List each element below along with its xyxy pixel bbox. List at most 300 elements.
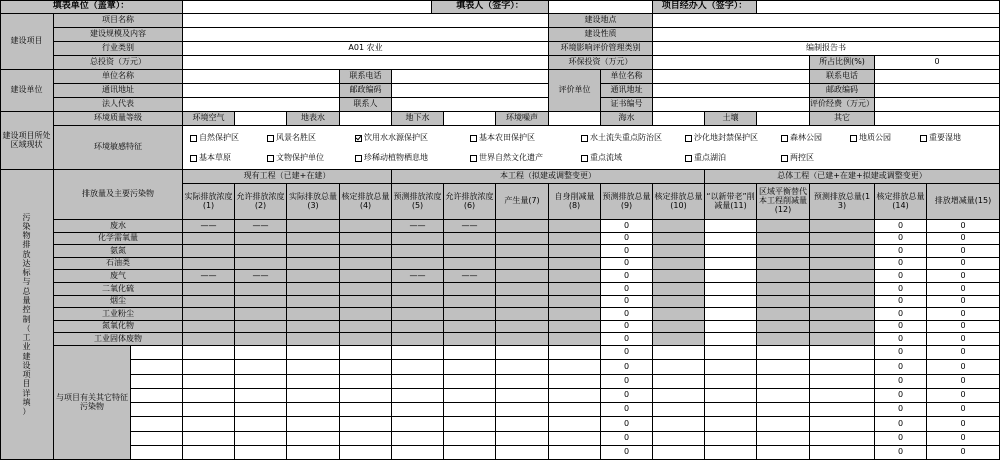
fill-unit-field[interactable] — [183, 0, 432, 14]
pollutant-cell[interactable]: 0 — [875, 270, 927, 283]
builder-unit-field[interactable] — [183, 70, 340, 84]
other-pollutant-cell[interactable] — [183, 375, 235, 389]
checkbox[interactable] — [470, 135, 477, 142]
section-title-char: 工 — [22, 333, 31, 343]
other-pollutant-cell[interactable] — [235, 389, 287, 403]
other-pollutant-cell[interactable] — [705, 417, 757, 432]
pollutant-cell — [653, 308, 705, 321]
other-pollutant-cell[interactable] — [340, 417, 392, 432]
site-field[interactable] — [653, 14, 1000, 28]
pollutant-cell: —— — [392, 220, 444, 233]
builder-postcode-field[interactable] — [392, 84, 549, 98]
sensitive-option-label: 文物保护单位 — [276, 153, 324, 162]
pollutant-cell — [235, 296, 287, 308]
pollutant-cell[interactable] — [705, 258, 757, 270]
other-pollutant-cell[interactable] — [392, 375, 444, 389]
other-pollutant-cell[interactable]: 0 — [875, 389, 927, 403]
other-pollutant-cell[interactable] — [757, 375, 810, 389]
other-pollutant-cell[interactable]: 0 — [927, 375, 1000, 389]
assessor-unit-field[interactable] — [653, 70, 810, 84]
other-pollutant-cell[interactable] — [340, 403, 392, 417]
pollutant-cell — [496, 245, 549, 258]
pollutant-cell[interactable] — [705, 296, 757, 308]
other-pollutant-cell[interactable]: 0 — [927, 403, 1000, 417]
pollutant-cell[interactable]: 0 — [875, 258, 927, 270]
pollutant-cell — [392, 245, 444, 258]
other-pollutant-cell[interactable] — [757, 360, 810, 375]
other-pollutant-name-field[interactable] — [131, 389, 183, 403]
pollutant-cell: —— — [235, 270, 287, 283]
other-pollutant-cell[interactable] — [549, 446, 601, 460]
soil-field[interactable] — [757, 112, 810, 126]
builder-contact-field[interactable] — [392, 98, 549, 112]
other-pollutant-cell[interactable]: 0 — [601, 403, 653, 417]
pollutant-name: 烟尘 — [54, 296, 183, 308]
pollutant-cell — [340, 308, 392, 321]
other-pollutant-cell[interactable] — [757, 432, 810, 446]
other-pollutant-cell[interactable] — [287, 417, 340, 432]
other-pollutant-cell[interactable] — [496, 360, 549, 375]
total-invest-field[interactable] — [183, 56, 549, 70]
sensitive-option-label: 重点流域 — [590, 153, 622, 162]
column-header-10: 核定排放总量(10) — [653, 184, 705, 220]
other-pollutant-cell[interactable] — [653, 432, 705, 446]
pollutant-cell — [810, 296, 875, 308]
pollutant-cell[interactable]: 0 — [875, 308, 927, 321]
other-pollutant-cell[interactable] — [235, 446, 287, 460]
sensitive-option-row1-6[interactable] — [685, 134, 758, 143]
other-pollutant-cell[interactable] — [183, 403, 235, 417]
other-pollutant-cell[interactable] — [810, 446, 875, 460]
other-pollutant-cell[interactable] — [496, 417, 549, 432]
pollutant-cell[interactable]: 0 — [601, 245, 653, 258]
other-pollutant-cell[interactable]: 0 — [601, 389, 653, 403]
project-name-field[interactable] — [183, 14, 549, 28]
other-pollutant-cell[interactable] — [392, 432, 444, 446]
column-header-13: 预测排放总量(13) — [810, 184, 875, 220]
sensitive-option-row2-5[interactable] — [581, 154, 622, 163]
column-header-7: 产生量(7) — [496, 184, 549, 220]
filler-label: 填表人（签字）： — [432, 0, 549, 14]
other-pollutant-cell[interactable]: 0 — [927, 346, 1000, 360]
pollutant-cell — [444, 233, 496, 245]
pollutant-name: 工业固体废物 — [54, 333, 183, 346]
other-pollutant-cell[interactable] — [444, 446, 496, 460]
other-pollutant-cell[interactable] — [444, 403, 496, 417]
pollutant-name: 二氧化硫 — [54, 283, 183, 296]
eia-category-value[interactable]: 编制报告书 — [653, 42, 1000, 56]
other-pollutant-cell[interactable] — [757, 417, 810, 432]
section-title-char: 详 — [22, 388, 31, 398]
checkbox[interactable] — [781, 135, 788, 142]
pollutant-cell — [549, 270, 601, 283]
pollutant-cell — [340, 296, 392, 308]
other-pollutant-cell[interactable] — [810, 403, 875, 417]
other-pollutant-cell[interactable] — [183, 389, 235, 403]
checkbox[interactable] — [267, 135, 274, 142]
other-pollutant-name-field[interactable] — [131, 446, 183, 460]
soil-label: 土壤 — [705, 112, 757, 126]
sensitive-option-row2-7[interactable] — [781, 154, 814, 163]
other-pollutant-cell[interactable]: 0 — [927, 360, 1000, 375]
builder-legal-field[interactable] — [183, 98, 340, 112]
other-env-field[interactable] — [875, 112, 1000, 126]
sensitive-option-row1-1[interactable] — [190, 134, 239, 143]
pollutant-cell[interactable]: 0 — [927, 321, 1000, 333]
pollutant-cell — [496, 220, 549, 233]
checkbox[interactable] — [190, 135, 197, 142]
builder-address-field[interactable] — [183, 84, 340, 98]
section-title-char: 量 — [22, 295, 31, 305]
other-pollutant-cell[interactable] — [496, 446, 549, 460]
other-pollutant-cell[interactable] — [183, 432, 235, 446]
pollutant-cell[interactable]: 0 — [875, 245, 927, 258]
env-invest-field[interactable] — [653, 56, 810, 70]
other-pollutant-cell[interactable] — [235, 346, 287, 360]
sensitive-option-row1-8[interactable] — [850, 134, 891, 143]
other-pollutant-cell[interactable] — [392, 389, 444, 403]
pollutant-cell[interactable]: 0 — [875, 333, 927, 346]
other-pollutant-cell[interactable] — [705, 446, 757, 460]
checkbox[interactable] — [685, 135, 692, 142]
surface-water-field[interactable] — [340, 112, 392, 126]
other-pollutant-cell[interactable] — [810, 432, 875, 446]
pollutant-cell — [549, 258, 601, 270]
other-pollutant-cell[interactable] — [549, 403, 601, 417]
other-pollutant-cell[interactable] — [810, 360, 875, 375]
other-pollutant-cell[interactable] — [235, 432, 287, 446]
checkbox[interactable] — [267, 155, 274, 162]
pollutant-cell — [235, 233, 287, 245]
ground-water-field[interactable] — [444, 112, 496, 126]
column-header-15: 排放增减量(15) — [927, 184, 1000, 220]
other-pollutant-cell[interactable] — [444, 417, 496, 432]
assessor-phone-label: 联系电话 — [810, 70, 875, 84]
pollutant-cell[interactable]: 0 — [601, 308, 653, 321]
assessor-address-field[interactable] — [653, 84, 810, 98]
other-pollutant-cell[interactable] — [183, 360, 235, 375]
assessor-phone-field[interactable] — [875, 70, 1000, 84]
other-pollutant-cell[interactable] — [549, 432, 601, 446]
sensitive-option-row1-2[interactable] — [267, 134, 316, 143]
pollutant-cell[interactable] — [705, 245, 757, 258]
other-pollutant-cell[interactable] — [549, 417, 601, 432]
other-pollutant-cell[interactable] — [653, 403, 705, 417]
other-pollutant-cell[interactable]: 0 — [601, 360, 653, 375]
other-pollutant-cell[interactable]: 0 — [601, 446, 653, 460]
pollutant-cell[interactable]: 0 — [875, 296, 927, 308]
other-pollutant-cell[interactable]: 0 — [875, 375, 927, 389]
checkbox[interactable] — [190, 155, 197, 162]
other-pollutant-cell[interactable]: 0 — [927, 446, 1000, 460]
other-pollutant-cell[interactable] — [496, 389, 549, 403]
other-pollutant-cell[interactable] — [287, 403, 340, 417]
other-pollutant-cell[interactable] — [705, 432, 757, 446]
other-pollutant-cell[interactable] — [235, 360, 287, 375]
other-pollutant-cell[interactable]: 0 — [927, 417, 1000, 432]
pollutant-cell[interactable]: 0 — [927, 308, 1000, 321]
pollutant-cell — [444, 283, 496, 296]
pollutant-cell — [340, 220, 392, 233]
pollutant-cell[interactable]: 0 — [601, 296, 653, 308]
other-pollutant-cell[interactable] — [287, 389, 340, 403]
other-pollutant-cell[interactable] — [340, 346, 392, 360]
other-pollutant-cell[interactable] — [183, 446, 235, 460]
pollutant-cell — [653, 258, 705, 270]
other-pollutant-cell[interactable] — [392, 360, 444, 375]
other-pollutant-cell[interactable] — [392, 403, 444, 417]
other-pollutant-cell[interactable] — [340, 389, 392, 403]
other-pollutant-name-field[interactable] — [131, 346, 183, 360]
other-pollutant-cell[interactable] — [444, 432, 496, 446]
other-pollutant-cell[interactable]: 0 — [927, 432, 1000, 446]
section-title-char: 填 — [22, 397, 31, 407]
pollutant-cell[interactable]: 0 — [601, 321, 653, 333]
manager-field[interactable] — [757, 0, 1000, 14]
other-pollutant-cell[interactable] — [549, 360, 601, 375]
other-pollutant-cell[interactable] — [496, 346, 549, 360]
pollutant-cell[interactable]: 0 — [601, 333, 653, 346]
other-pollutant-cell[interactable] — [653, 346, 705, 360]
sensitive-option-label: 自然保护区 — [199, 133, 239, 142]
pollutant-cell[interactable] — [705, 333, 757, 346]
sensitive-option-label: 饮用水水源保护区 — [364, 133, 428, 142]
checkbox[interactable] — [685, 155, 692, 162]
other-pollutant-cell[interactable] — [340, 360, 392, 375]
sensitive-option-row1-7[interactable] — [781, 134, 822, 143]
pollutant-cell[interactable]: 0 — [927, 233, 1000, 245]
checkbox[interactable] — [781, 155, 788, 162]
other-pollutant-name-field[interactable] — [131, 375, 183, 389]
ratio-value[interactable]: 0 — [875, 56, 1000, 70]
section-title-char: 控 — [22, 305, 31, 315]
pollutant-cell — [549, 283, 601, 296]
air-quality-field[interactable] — [235, 112, 287, 126]
other-pollutant-cell[interactable] — [287, 446, 340, 460]
nature-label: 建设性质 — [549, 28, 653, 42]
pollutant-cell[interactable] — [705, 220, 757, 233]
assessor-postcode-field[interactable] — [875, 84, 1000, 98]
pollutant-cell — [287, 258, 340, 270]
pollutant-cell[interactable]: 0 — [927, 258, 1000, 270]
other-pollutant-cell[interactable] — [287, 375, 340, 389]
checkbox[interactable] — [581, 135, 588, 142]
pollutant-cell: —— — [183, 220, 235, 233]
other-pollutant-cell[interactable] — [705, 360, 757, 375]
other-pollutant-cell[interactable] — [392, 417, 444, 432]
pollutant-cell[interactable] — [705, 233, 757, 245]
other-pollutant-cell[interactable] — [235, 417, 287, 432]
sensitive-option-label: 重点湖泊 — [694, 153, 726, 162]
other-pollutant-cell[interactable] — [653, 446, 705, 460]
other-pollutant-cell[interactable] — [340, 446, 392, 460]
pollutant-cell — [810, 321, 875, 333]
site-label: 建设地点 — [549, 14, 653, 28]
pollutant-cell[interactable] — [705, 321, 757, 333]
builder-phone-field[interactable] — [392, 70, 549, 84]
pollutant-cell — [757, 296, 810, 308]
pollutant-cell — [340, 321, 392, 333]
other-pollutant-cell[interactable] — [705, 346, 757, 360]
pollutant-cell[interactable]: 0 — [875, 220, 927, 233]
sensitive-option-row1-5[interactable] — [581, 134, 662, 143]
sensitive-option-row1-4[interactable] — [470, 134, 535, 143]
other-pollutant-cell[interactable] — [340, 432, 392, 446]
pollutant-cell — [183, 308, 235, 321]
other-pollutant-cell[interactable] — [653, 389, 705, 403]
other-pollutant-cell[interactable] — [653, 375, 705, 389]
other-pollutant-cell[interactable]: 0 — [601, 346, 653, 360]
other-pollutant-cell[interactable]: 0 — [875, 417, 927, 432]
sensitive-option-row2-6[interactable] — [685, 154, 726, 163]
pollutant-cell — [810, 258, 875, 270]
pollutant-cell[interactable]: 0 — [601, 270, 653, 283]
sensitive-option-row2-2[interactable] — [267, 154, 324, 163]
other-pollutant-cell[interactable]: 0 — [601, 375, 653, 389]
other-pollutant-cell[interactable] — [757, 346, 810, 360]
pollutant-cell — [235, 333, 287, 346]
other-pollutant-name-field[interactable] — [131, 432, 183, 446]
pollutant-cell[interactable]: 0 — [927, 220, 1000, 233]
column-header-1: 实际排放浓度(1) — [183, 184, 235, 220]
other-pollutant-cell[interactable]: 0 — [601, 432, 653, 446]
other-pollutant-cell[interactable] — [757, 403, 810, 417]
sensitive-option-row1-9[interactable] — [920, 134, 961, 143]
pollutant-cell[interactable]: 0 — [601, 283, 653, 296]
sensitive-option-row2-3[interactable] — [355, 154, 428, 163]
sensitive-option-row1-3[interactable] — [355, 134, 428, 143]
column-header-6: 允许排放浓度(6) — [444, 184, 496, 220]
other-pollutant-cell[interactable] — [496, 403, 549, 417]
other-pollutant-cell[interactable] — [235, 375, 287, 389]
other-pollutant-cell[interactable] — [340, 375, 392, 389]
other-pollutant-cell[interactable] — [810, 346, 875, 360]
pollutant-cell — [757, 270, 810, 283]
pollutant-cell[interactable]: 0 — [875, 233, 927, 245]
nature-field[interactable] — [653, 28, 1000, 42]
other-pollutant-cell[interactable] — [810, 417, 875, 432]
pollutant-cell — [653, 270, 705, 283]
pollutant-cell — [810, 308, 875, 321]
other-pollutant-cell[interactable] — [705, 403, 757, 417]
checkbox[interactable] — [355, 155, 362, 162]
noise-field[interactable] — [549, 112, 601, 126]
other-pollutant-cell[interactable] — [757, 389, 810, 403]
other-pollutant-cell[interactable] — [549, 389, 601, 403]
other-pollutant-cell[interactable] — [392, 446, 444, 460]
pollutant-cell[interactable] — [705, 308, 757, 321]
pollutant-cell[interactable]: 0 — [927, 296, 1000, 308]
pollutant-cell — [340, 283, 392, 296]
industry-value[interactable]: A01 农业 — [183, 42, 549, 56]
pollutant-cell — [653, 245, 705, 258]
filler-field[interactable] — [549, 0, 653, 14]
pollutant-cell[interactable]: 0 — [927, 270, 1000, 283]
air-quality-label: 环境空气 — [183, 112, 235, 126]
other-pollutant-cell[interactable] — [549, 346, 601, 360]
pollutant-cell[interactable] — [705, 283, 757, 296]
other-pollutant-name-field[interactable] — [131, 403, 183, 417]
checkbox[interactable] — [850, 135, 857, 142]
builder-legal-label: 法人代表 — [54, 98, 183, 112]
sensitive-option-label: 沙化地封禁保护区 — [694, 133, 758, 142]
pollutant-cell — [287, 283, 340, 296]
column-header-14: 核定排放总量(14) — [875, 184, 927, 220]
other-pollutant-cell[interactable] — [287, 346, 340, 360]
pollutant-cell[interactable]: 0 — [601, 258, 653, 270]
ground-water-label: 地下水 — [392, 112, 444, 126]
sensitive-option-label: 珍稀动植物栖息地 — [364, 153, 428, 162]
other-pollutant-cell[interactable]: 0 — [927, 389, 1000, 403]
other-pollutant-cell[interactable]: 0 — [875, 403, 927, 417]
checked-checkbox[interactable] — [355, 135, 362, 142]
other-pollutant-cell[interactable]: 0 — [875, 360, 927, 375]
other-pollutant-cell[interactable] — [444, 360, 496, 375]
other-pollutant-cell[interactable] — [496, 375, 549, 389]
checkbox[interactable] — [920, 135, 927, 142]
other-pollutant-cell[interactable] — [810, 389, 875, 403]
other-pollutant-cell[interactable]: 0 — [875, 346, 927, 360]
other-pollutant-cell[interactable] — [496, 432, 549, 446]
pollutant-cell: —— — [392, 270, 444, 283]
section-title-char: 放 — [22, 249, 31, 259]
other-pollutant-cell[interactable] — [549, 375, 601, 389]
other-pollutant-cell[interactable] — [444, 375, 496, 389]
other-pollutant-cell[interactable] — [392, 346, 444, 360]
other-pollutant-cell[interactable] — [183, 417, 235, 432]
other-pollutant-cell[interactable]: 0 — [601, 417, 653, 432]
pollutant-cell[interactable]: 0 — [927, 283, 1000, 296]
other-pollutant-cell[interactable] — [444, 389, 496, 403]
other-pollutant-name-field[interactable] — [131, 360, 183, 375]
other-pollutant-cell[interactable] — [653, 417, 705, 432]
pollutant-cell: —— — [444, 270, 496, 283]
section-title-char: （ — [22, 323, 31, 333]
sensitive-option-row2-1[interactable] — [190, 154, 231, 163]
other-pollutant-cell[interactable] — [705, 375, 757, 389]
checkbox[interactable] — [470, 155, 477, 162]
other-pollutant-cell[interactable]: 0 — [875, 432, 927, 446]
scale-field[interactable] — [183, 28, 549, 42]
pollutant-name: 氨氮 — [54, 245, 183, 258]
pollutant-cell[interactable]: 0 — [875, 283, 927, 296]
pollutant-cell[interactable]: 0 — [875, 321, 927, 333]
assessor-cert-field[interactable] — [653, 98, 810, 112]
other-pollutant-cell[interactable] — [757, 446, 810, 460]
pollutant-cell — [340, 258, 392, 270]
sensitive-option-row2-4[interactable] — [470, 154, 543, 163]
other-pollutant-cell[interactable] — [810, 375, 875, 389]
other-pollutant-cell[interactable] — [287, 432, 340, 446]
assessor-fee-field[interactable] — [875, 98, 1000, 112]
other-pollutant-cell[interactable] — [705, 389, 757, 403]
other-pollutant-cell[interactable] — [653, 360, 705, 375]
other-pollutant-cell[interactable] — [183, 346, 235, 360]
checkbox[interactable] — [581, 155, 588, 162]
other-pollutant-name-field[interactable] — [131, 417, 183, 432]
section-title-char: 排 — [22, 240, 31, 250]
pollutant-cell[interactable]: 0 — [927, 245, 1000, 258]
other-pollutant-cell[interactable] — [444, 346, 496, 360]
other-pollutant-cell[interactable] — [235, 403, 287, 417]
pollutant-cell[interactable]: 0 — [601, 233, 653, 245]
other-pollutant-cell[interactable] — [287, 360, 340, 375]
pollutant-cell[interactable]: 0 — [927, 333, 1000, 346]
pollutant-cell[interactable]: 0 — [601, 220, 653, 233]
other-pollutant-cell[interactable]: 0 — [875, 446, 927, 460]
pollutant-cell[interactable] — [705, 270, 757, 283]
sea-field[interactable] — [653, 112, 705, 126]
